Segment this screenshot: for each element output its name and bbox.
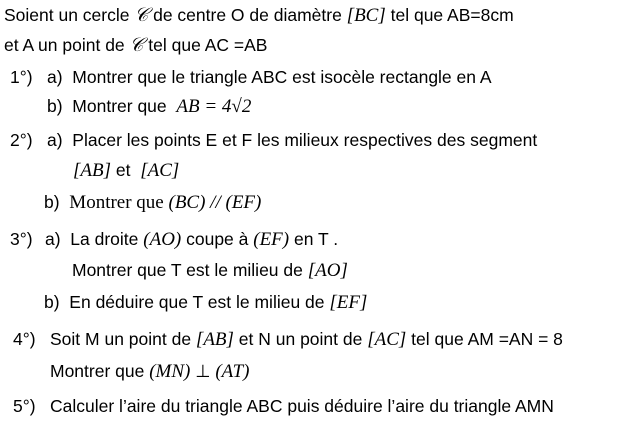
item-text: Placer les points E et F les milieux respectives des segment: [72, 130, 538, 150]
item-text: Soit M un point de: [50, 329, 196, 349]
intro-line-2: [4, 33, 267, 58]
question-2-number: 2°): [10, 130, 33, 150]
segment-ab: [AB]: [73, 160, 111, 181]
item-text: tel que AM =AN = 8: [406, 329, 563, 349]
item-text: Montrer que: [72, 96, 172, 116]
line-mn: (MN): [149, 361, 191, 382]
item-text: Montrer que: [50, 361, 150, 381]
item-text: en T .: [289, 229, 339, 249]
question-4: [50, 327, 563, 352]
question-1b: [47, 94, 251, 119]
intro-text: tel que AB=8cm: [385, 5, 514, 25]
intro-text: et A un point de: [4, 35, 130, 55]
intro-line-1: [4, 3, 514, 28]
math-parallel-statement: (BC) // (EF): [168, 192, 262, 213]
item-text: En déduire que T est le milieu de: [69, 292, 330, 312]
question-4-continued: [50, 359, 249, 384]
item-text: Montrer que T est le milieu de: [72, 260, 308, 280]
segment-ac: [AC]: [140, 160, 180, 181]
segment-ac: [AC]: [367, 329, 407, 350]
segment-ab: [AB]: [195, 329, 234, 350]
question-1a: [47, 65, 492, 89]
segment-ao: [AO]: [307, 260, 348, 281]
item-text: Montrer que: [69, 192, 169, 213]
item-text: et N un point de: [233, 329, 368, 349]
line-at: (AT): [215, 361, 250, 382]
segment-bc: [BC]: [346, 5, 386, 26]
item-label: a): [45, 229, 61, 249]
segment-ef: [EF]: [329, 292, 368, 313]
circle-symbol: 𝒞: [134, 5, 149, 26]
question-2a: [47, 128, 537, 152]
question-5-number: 5°): [13, 396, 36, 416]
question-3b: [44, 290, 367, 315]
item-label: b): [47, 96, 63, 116]
line-ao: (AO): [143, 229, 182, 250]
item-label: a): [47, 67, 63, 87]
perpendicular-symbol: ⊥: [190, 361, 216, 381]
line-ef: (EF): [253, 229, 290, 250]
item-text: coupe à: [181, 229, 254, 249]
question-1-number: 1°): [10, 67, 33, 87]
item-text: et: [111, 160, 136, 180]
intro-text: tel que AC =AB: [143, 35, 268, 55]
question-4-number: 4°): [13, 329, 36, 349]
item-label: b): [44, 292, 60, 312]
question-3-number: 3°): [10, 229, 33, 249]
intro-text: de centre O de diamètre: [148, 5, 347, 25]
item-text: La droite: [70, 229, 144, 249]
item-text: Montrer que le triangle ABC est isocèle rectangle en A: [72, 67, 492, 87]
item-label: a): [47, 130, 63, 150]
math-ab-equation: AB = 4√2: [176, 96, 252, 117]
question-5: [50, 394, 554, 418]
question-3a: [45, 227, 338, 252]
circle-symbol: 𝒞: [129, 35, 144, 56]
question-3a-continued: [72, 258, 348, 283]
question-2a-continued: [73, 158, 179, 183]
intro-text: Soient un cercle: [4, 5, 135, 25]
item-text: Calculer l’aire du triangle ABC puis déduire l’aire du triangle AMN: [50, 396, 554, 416]
question-2b: [44, 190, 261, 215]
item-label: b): [44, 192, 60, 212]
